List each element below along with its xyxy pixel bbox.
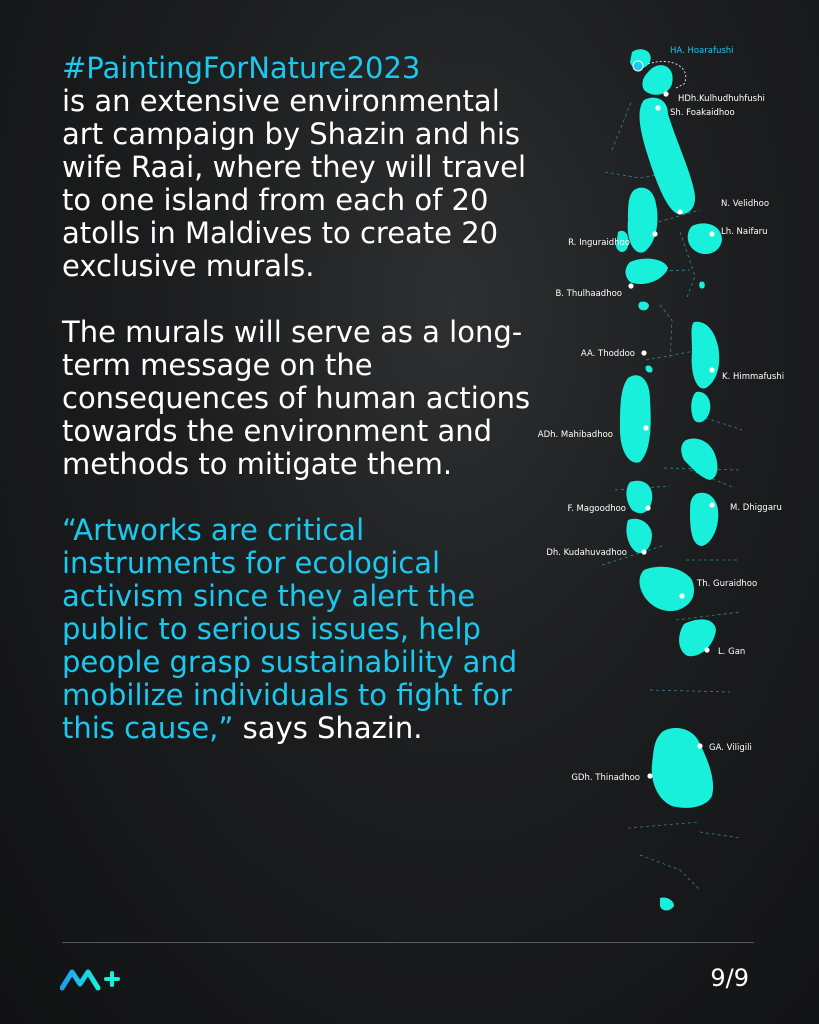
island-baa: [626, 259, 669, 284]
label-guraidhoo: Th. Guraidhoo: [697, 579, 758, 589]
murals-paragraph: The murals will serve as a long-term message on the consequences of human actions towards the environment and methods to mitigate them.: [62, 315, 531, 481]
label-hoarafushi: HA. Hoarafushi: [670, 46, 734, 56]
island-dhaalu: [626, 519, 652, 553]
island-ari: [620, 375, 651, 462]
island-kaafu-south: [691, 392, 710, 423]
island-seenu: [699, 281, 705, 288]
footer-divider: [62, 942, 754, 943]
island-gnaviyani: [660, 897, 674, 910]
island-baa-south: [638, 302, 648, 311]
island-meemu: [690, 493, 718, 546]
island-gaafu: [652, 728, 713, 808]
intro-paragraph: is an extensive environmental art campaign by Shazin and his wife Raai, where they will travel to one island from each of 20 atolls in Maldives to create 20 exclusive murals.: [62, 84, 527, 283]
island-vaavu: [681, 439, 717, 481]
island-laamu: [679, 619, 716, 656]
label-kudahuvadhoo: Dh. Kudahuvadhoo: [546, 548, 627, 558]
label-naifaru: Lh. Naifaru: [721, 227, 768, 237]
article-text: [62, 52, 542, 774]
label-mahibadhoo: ADh. Mahibadhoo: [537, 430, 613, 440]
label-thinadhoo: GDh. Thinadhoo: [571, 773, 640, 783]
mv-plus-logo-icon: [60, 966, 128, 992]
island-kaafu-north: [692, 322, 720, 389]
quote-text: “Artworks are critical instruments for ecological activism since they alert the public to serious issues, help people grasp sustainability and mobilize individuals to fight for this cause,”: [62, 513, 518, 745]
label-dhiggaru: M. Dhiggaru: [730, 503, 782, 513]
label-thoddoo: AA. Thoddoo: [580, 349, 635, 359]
island-lhaviyani: [688, 223, 722, 254]
label-thulhaadhoo: B. Thulhaadhoo: [555, 289, 622, 299]
label-inguraidhoo: R. Inguraidhoo: [568, 238, 630, 248]
page-number: 9/9: [710, 964, 749, 992]
quote-attribution: says Shazin.: [233, 711, 423, 745]
label-gan: L. Gan: [718, 647, 746, 657]
label-velidhoo: N. Velidhoo: [721, 199, 770, 209]
label-himmafushi: K. Himmafushi: [722, 372, 785, 382]
hashtag-title: #PaintingForNature2023: [62, 51, 421, 85]
island-noonu: [628, 188, 658, 253]
label-foakaidhoo: Sh. Foakaidhoo: [670, 108, 735, 118]
label-viligili: GA. Viligili: [709, 743, 752, 753]
label-magoodhoo: F. Magoodhoo: [567, 504, 626, 514]
island-ari-north: [645, 365, 652, 372]
island-haa-dhaalu: [642, 65, 672, 95]
maldives-atoll-map: [520, 30, 800, 930]
label-kulhudhuffushi: HDh.Kulhudhuhfushi: [678, 94, 765, 104]
quote-paragraph: [62, 514, 542, 745]
island-thaa: [640, 567, 695, 611]
